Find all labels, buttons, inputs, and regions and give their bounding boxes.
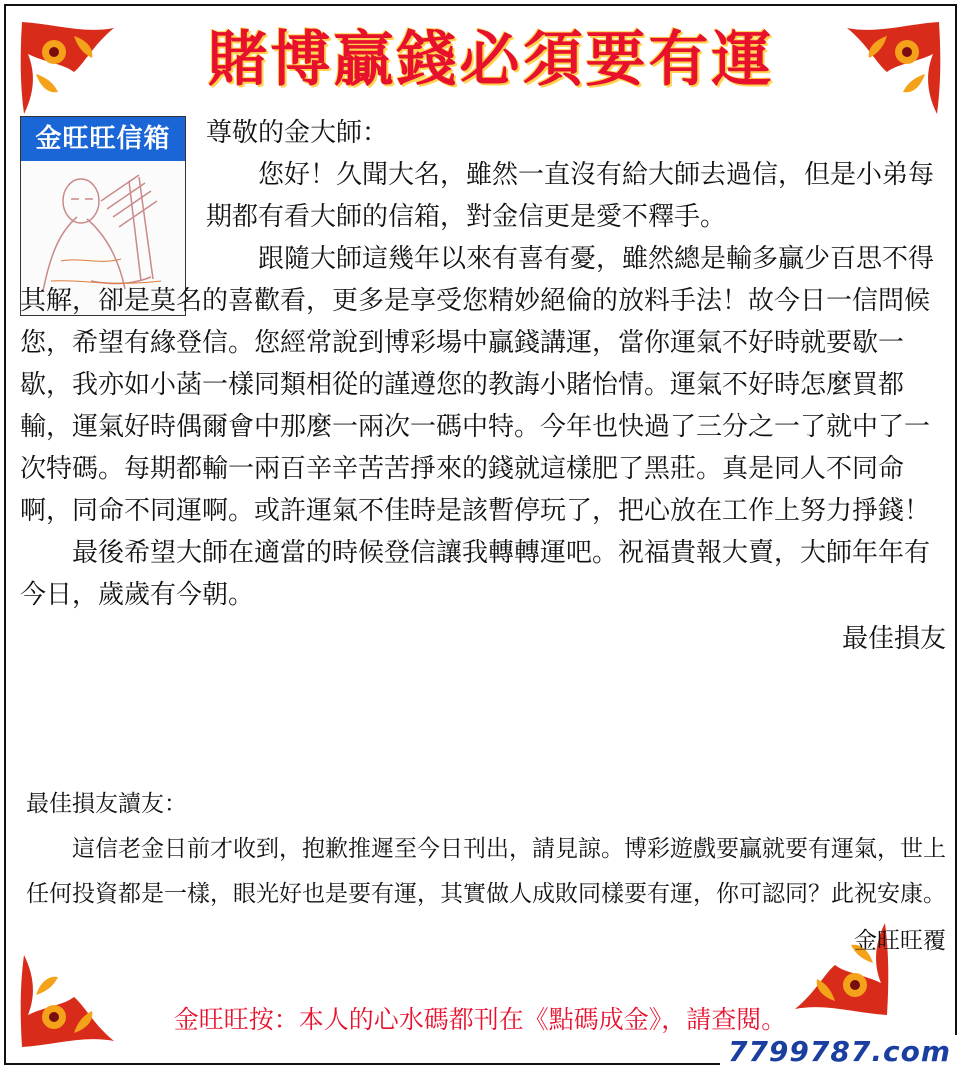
- letter-paragraph: 跟隨大師這幾年以來有喜有憂，雖然總是輸多贏少百思不得其解，卻是莫名的喜歡看，更多是享受您精妙絕倫的放料手法！故今日一信問候您，希望有緣登信。您經常說到博彩場中贏錢講運，當你運氣不好時就要歇一歇，我亦如小菡一樣同類相從的謹遵您的教誨小賭怡情。運氣不好時怎麼買都輸，運氣好時偶爾會中那麼一兩次一碼中特。今年也快過了三分之一了就中了一次特碼。每期都輸一兩百辛辛苦苦掙來的錢就這樣肥了黑莊。真是同人不同命啊，同命不同運啊。或許運氣不佳時是該暫停玩了，把心放在工作上努力掙錢！: [20, 244, 935, 526]
- reply-signature: 金旺旺覆: [854, 928, 946, 954]
- article-title: 賭博贏錢必須要有運: [207, 25, 775, 95]
- corner-ornament: [837, 14, 947, 124]
- reader-letter: [20, 112, 946, 660]
- letter-signoff: 最佳損友: [841, 624, 946, 654]
- site-watermark: 7799787.com: [720, 1035, 959, 1069]
- reply-greeting: 最佳損友讀友：: [26, 791, 187, 817]
- letter-paragraph: 您好！久聞大名，雖然一直沒有給大師去過信，但是小弟每期都有看大師的信箱，對金信更是愛不釋手。: [206, 160, 935, 232]
- corner-ornament: [14, 14, 124, 124]
- editor-note: 金旺旺按：本人的心水碼都刊在《點碼成金》，請查閱。: [173, 1005, 787, 1034]
- columnist-reply: [26, 782, 946, 964]
- letter-greeting: 尊敬的金大師：: [206, 118, 389, 148]
- column-name: 金旺旺信箱: [21, 117, 185, 161]
- reply-body: 這信老金日前才收到，抱歉推遲至今日刊出，請見諒。博彩遊戲要贏就要有運氣，世上任何投資都是一樣，眼光好也是要有運，其實做人成敗同樣要有運，你可認同？此祝安康。: [26, 836, 946, 907]
- letter-paragraph: 最後希望大師在適當的時候登信讓我轉轉運吧。祝福貴報大賣，大師年年有今日，歲歲有今朝。: [20, 538, 931, 610]
